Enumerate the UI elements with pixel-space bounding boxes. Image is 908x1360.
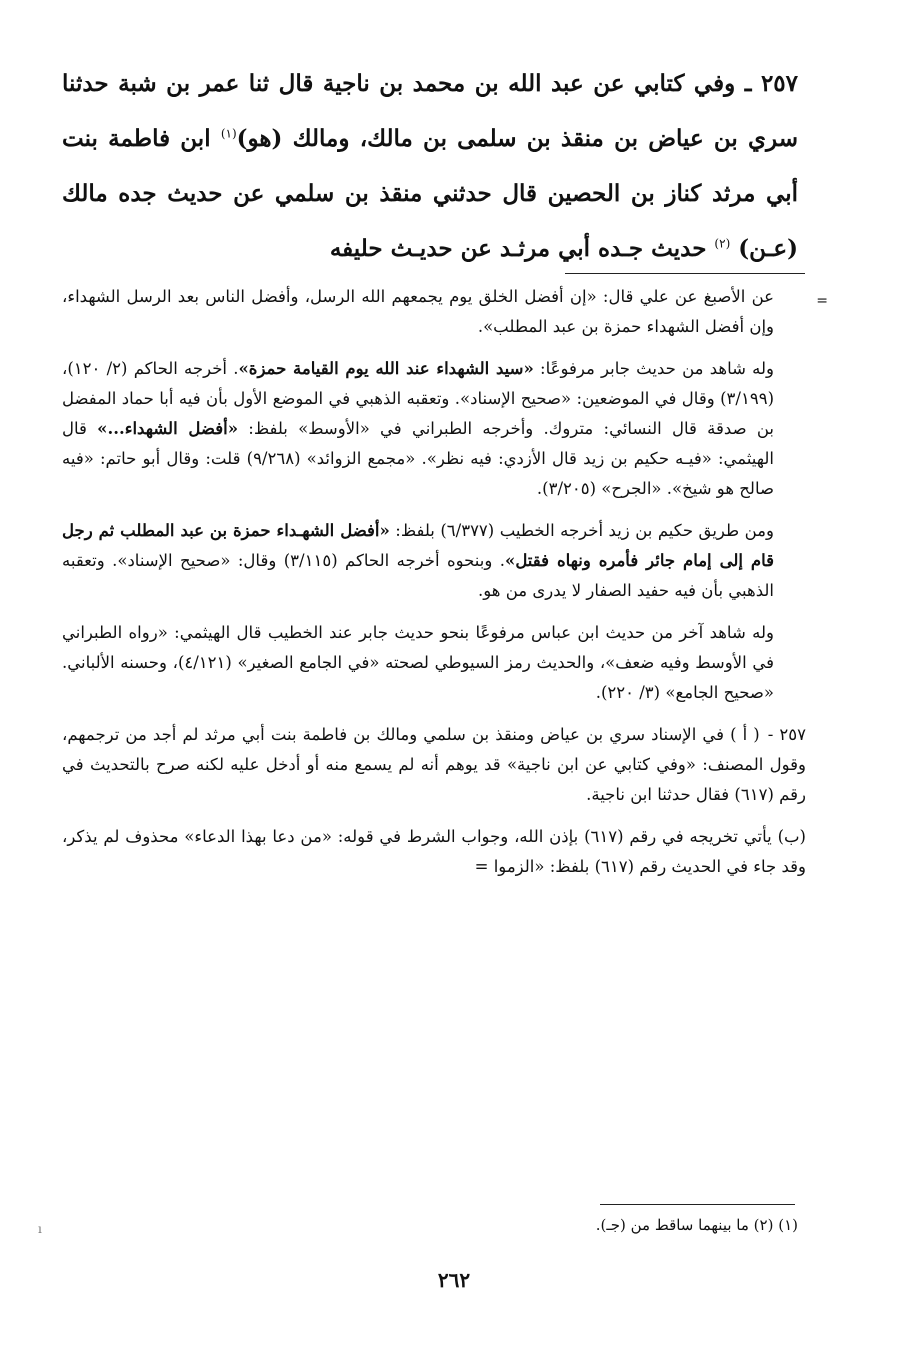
footnote-separator-line: [600, 1204, 795, 1205]
hadith-number: ٢٥٧ ـ: [744, 70, 798, 97]
note-paragraph-3: [62, 516, 806, 606]
note-p2-bold-quote-2: «أفضل الشهداء...»: [97, 419, 239, 438]
note-p6-text: (ب) يأتي تخريجه في رقم (٦١٧) بإذن الله، وجواب الشرط في قوله: «من دعا بهذا الدعاء» محذوف لم يذكر، وقد جاء في الحديث رقم (٦١٧) بلفظ: «الزموا =: [62, 827, 806, 876]
note-p3-text-c: . وبنحوه أخرجه الحاكم (٣/١١٥) وقال: «صحيح الإسناد». وتعقبه الذهبي بأن فيه حفيد الصفار لا يدرى من هو.: [62, 551, 774, 600]
continuation-mark: =: [816, 293, 828, 309]
footnote-ref-1: (١): [220, 126, 237, 141]
note-p3-text-a: ومن طريق حكيم بن زيد أخرجه الخطيب (٦/٣٧٧) بلفظ:: [389, 521, 774, 540]
note-paragraph-2: [62, 354, 806, 504]
footnote-ref-2: (٢): [714, 236, 731, 251]
notes-separator-line: [565, 273, 805, 274]
note-number-257: ٢٥٧ -: [767, 725, 806, 744]
note-p4-text: وله شاهد آخر من حديث ابن عباس مرفوعًا بنحو حديث جابر عند الخطيب قال الهيثمي: «رواه الطبراني في الأوسط وفيه ضعف»، والحديث رمز السيوطي لصحته «في الجامع الصغير» (٤/١٢١)، وحسنه الألباني. «صحيح الجامع» (٣/ ٢٢٠).: [62, 623, 774, 702]
margin-mark: ı: [38, 1222, 42, 1236]
note-p5-text: ( أ ) في الإسناد سري بن عياض ومنقذ بن سلمي ومالك بن فاطمة بنت أبي مرثد لم أجد من ترجمهم، وقول المصنف: «وفي كتابي عن ابن ناجية» قد يوهم أنه لم يسمع منه أو أدخل عليه لكنه صرح بالتحديث في رقم (٦١٧) فقال حدثنا ابن ناجية.: [62, 725, 806, 804]
commentary-notes: [62, 282, 828, 894]
note-p2-text-c: . أخرجه الحاكم (٢/ ١٢٠)، (٣/١٩٩) وقال في الموضعين: «صحيح الإسناد». وتعقبه الذهبي في الموضع الأول بأن فيه أبا حماد المفضل بن صدقة قال النسائي: متروك. وأخرجه الطبراني في «الأوسط» بلفظ:: [62, 359, 774, 438]
note-p2-text-a: وله شاهد من حديث جابر مرفوعًا:: [533, 359, 774, 378]
note-p2-text-e: قال الهيثمي: «فيـه حكيم بن زيد قال الأزدي: فيه نظر». «مجمع الزوائد» (٩/٢٦٨) قلت: وقال أبو حاتم: «فيه صالح هو شيخ». «الجرح» (٣/٢٠٥).: [62, 419, 775, 498]
note-paragraph-1: [62, 282, 828, 342]
note-p2-bold-quote: «سيد الشهداء عند الله يوم القيامة حمزة»: [238, 359, 534, 378]
footnote: (١) (٢) ما بينهما ساقط من (جـ).: [595, 1216, 798, 1234]
note-paragraph-4: [62, 618, 806, 708]
main-text: [62, 56, 798, 276]
page-number: ٢٦٢: [437, 1268, 471, 1292]
main-text-part-3: حديث جـده أبي مرثـد عن حديـث حليفه: [329, 235, 715, 262]
note-p3-bold-quote: «أفضل الشهـداء حمزة بن عبد المطلب ثم رجل قام إلى إمام جائر فأمره ونهاه فقتل»: [62, 521, 774, 570]
main-text-part-2: ابن فاطمة بنت أبي مرثد كناز بن الحصين قال حدثني منقذ بن سلمي عن حديث جده مالك (عـن): [62, 125, 798, 262]
main-text-part-1: وفي كتابي عن عبد الله بن محمد بن ناجية قال ثنا عمر بن شبة حدثنا سري بن عياض بن منقذ بن سلمى بن مالك، ومالك (هو): [62, 70, 798, 152]
note-paragraph-6: [62, 822, 806, 882]
note-paragraph-1-text: عن الأصبغ عن علي قال: «إن أفضل الخلق يوم يجمعهم الله الرسل، وأفضل الناس بعد الرسل الشهداء، وإن أفضل الشهداء حمزة بن عبد المطلب».: [62, 287, 774, 336]
note-paragraph-5: [62, 720, 806, 810]
